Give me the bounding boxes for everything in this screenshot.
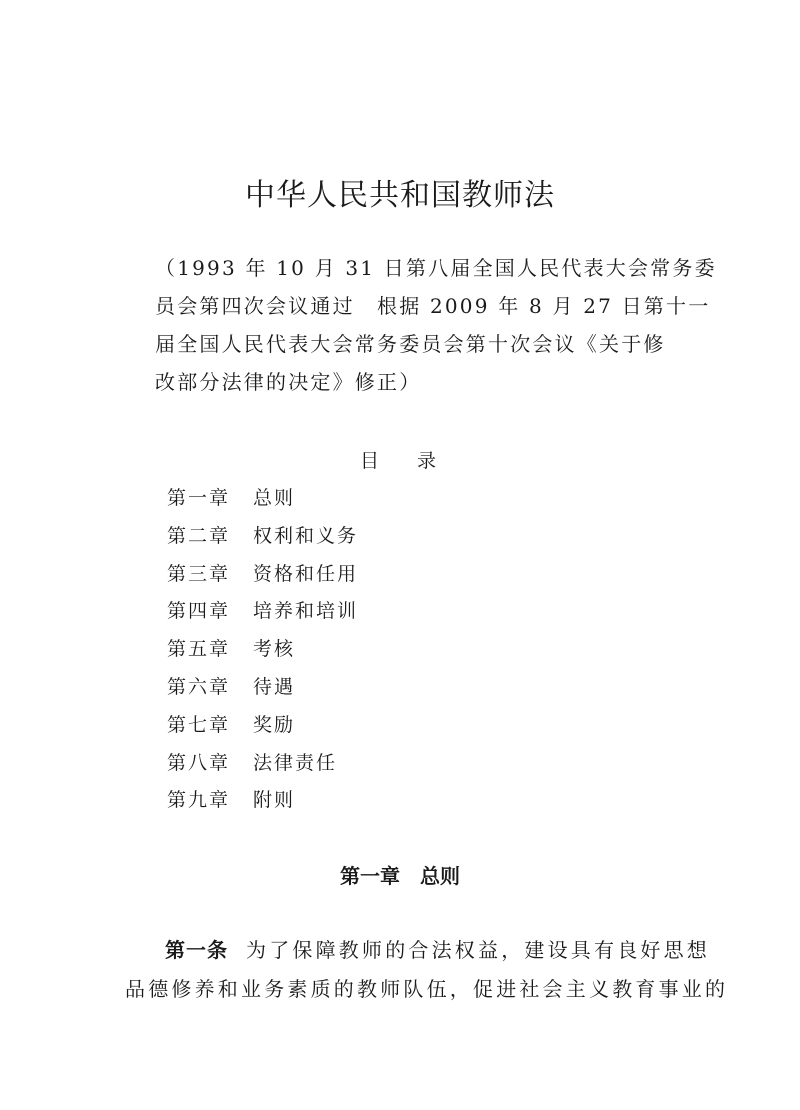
article-text: 为了保障教师的合法权益，建设具有良好思想 — [246, 938, 710, 962]
toc-chapter-name: 法律责任 — [253, 751, 338, 774]
toc-item — [167, 785, 295, 812]
toc-item — [167, 521, 358, 548]
toc-heading: 目录 — [360, 450, 475, 472]
toc-item — [167, 483, 295, 510]
subtitle-line: 届全国人民代表大会常务委员会第十次会议《关于修 — [155, 332, 666, 356]
toc-chapter-name: 权利和义务 — [253, 524, 359, 547]
toc-chapter-number: 第一章 — [167, 487, 231, 509]
subtitle-line: 员会第四次会议通过 根据 2009 年 8 月 27 日第十一 — [155, 294, 711, 318]
toc-chapter-name: 资格和任用 — [253, 562, 359, 585]
article-line — [165, 934, 710, 963]
chapter-number: 第一章 — [340, 864, 400, 888]
toc-chapter-number: 第三章 — [167, 562, 231, 585]
subtitle-line: 改部分法律的决定》修正） — [155, 370, 422, 394]
toc-chapter-name: 奖励 — [253, 713, 296, 736]
toc-chapter-name: 考核 — [253, 638, 296, 661]
toc-chapter-number: 第八章 — [167, 751, 231, 774]
toc-chapter-number: 第六章 — [167, 676, 231, 698]
article-label: 第一条 — [165, 938, 228, 962]
toc-chapter-number: 第五章 — [167, 638, 231, 661]
toc-chapter-number: 第四章 — [167, 600, 231, 623]
document-title: 中华人民共和国教师法 — [245, 178, 555, 213]
toc-item — [167, 634, 295, 661]
toc-chapter-name: 培养和培训 — [253, 600, 359, 623]
toc-chapter-number: 第九章 — [167, 789, 231, 812]
toc-item — [167, 748, 337, 775]
chapter-heading — [0, 860, 800, 889]
article-line: 品德修养和业务素质的教师队伍，促进社会主义教育事业的 — [125, 977, 729, 1001]
toc-item — [167, 559, 358, 586]
toc-chapter-number: 第七章 — [167, 713, 231, 736]
toc-chapter-number: 第二章 — [167, 524, 231, 547]
toc-item — [167, 710, 295, 737]
toc-item — [167, 672, 295, 699]
toc-chapter-name: 附则 — [253, 789, 296, 812]
chapter-name: 总则 — [420, 864, 460, 888]
toc-item — [167, 596, 358, 623]
toc-chapter-name: 总则 — [253, 487, 296, 509]
subtitle-line: （1993 年 10 月 31 日第八届全国人民代表大会常务委 — [155, 256, 717, 280]
toc-chapter-name: 待遇 — [253, 676, 296, 698]
